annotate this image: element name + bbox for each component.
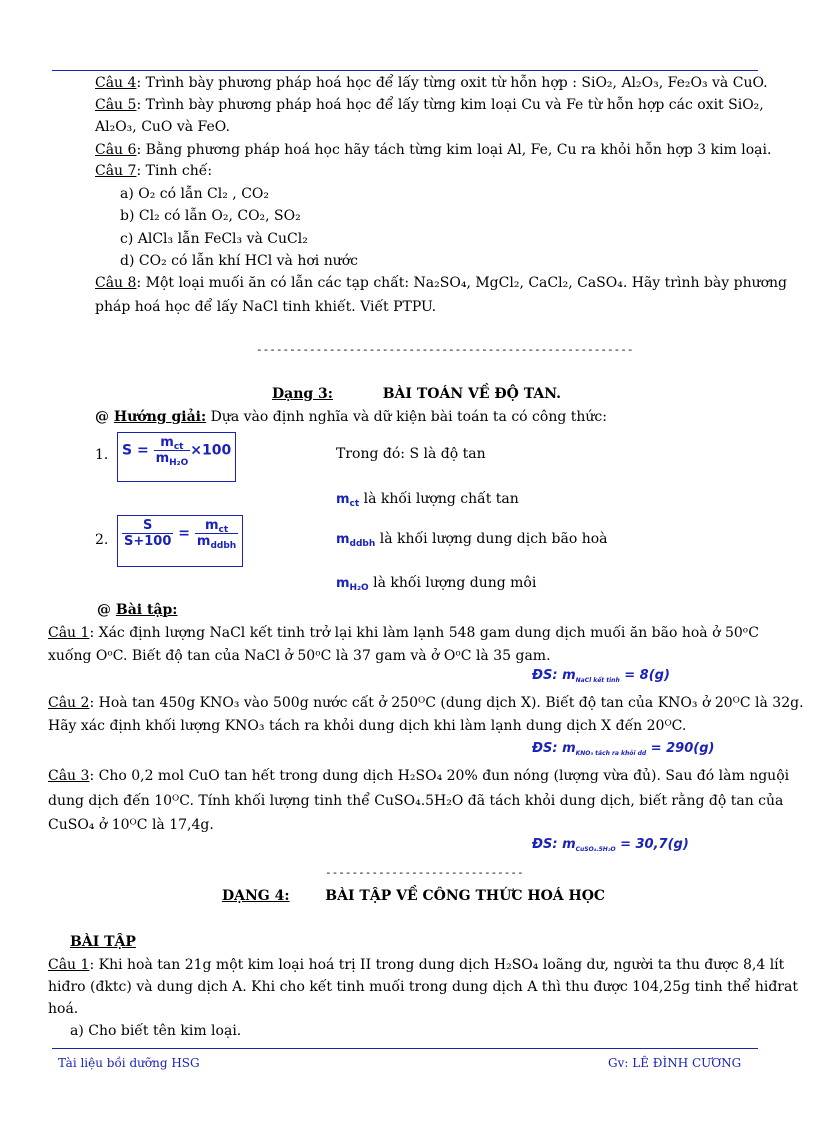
section-3-title: BÀI TOÁN VỀ ĐỘ TAN. (382, 386, 561, 402)
formula-2-right-num-sub: ct (218, 525, 229, 535)
formula-1-den-sub: H₂O (169, 458, 189, 468)
section-3-label: Dạng 3: (272, 386, 333, 402)
section-4-exercise-1-continued: hiđro (đktc) và dung dịch A. Khi cho kết tinh muối trong dung dịch A thì thu được 104,25g tinh thể hiđrat (48, 979, 798, 995)
exercise-2-answer-sub: KNO₃ tách ra khỏi dd (575, 750, 647, 757)
section-4-exercise-1 (48, 956, 784, 974)
exercise-2-answer-label: ĐS: (532, 741, 563, 756)
section-4-label: DẠNG 4: (222, 888, 290, 904)
formula-1-num-sub: ct (173, 442, 184, 452)
exercise-1-answer-m: m (562, 668, 576, 683)
formula-2-left-num: S (122, 518, 173, 534)
question-7-text: : Tinh chế: (136, 163, 213, 179)
definition-mddbh (336, 530, 607, 549)
question-5-text: : Trình bày phương pháp hoá học để lấy từng kim loại Cu và Fe từ hỗn hợp các oxit SiO₂, (136, 97, 764, 113)
exercise-3-answer-m: m (562, 837, 576, 852)
formula-2-right-den-m: m (196, 534, 211, 549)
guide-text: Dựa vào định nghĩa và dữ kiện bài toán ta có công thức: (206, 409, 607, 425)
mh2o-text: là khối lượng dung môi (368, 575, 537, 591)
question-7-item-c: c) AlCl₃ lẫn FeCl₃ và CuCl₂ (120, 231, 308, 247)
definition-mct (336, 490, 519, 509)
exercise-3-answer-value: = 30,7(g) (615, 837, 689, 852)
mct-text: là khối lượng chất tan (359, 491, 519, 507)
exercise-2-label: Câu 2 (48, 695, 90, 711)
formula-1-number: 1. (95, 447, 109, 463)
mct-sub: ct (349, 499, 360, 509)
exercise-1-label: Câu 1 (48, 625, 90, 641)
question-5 (95, 96, 764, 114)
section-3-heading (272, 386, 561, 402)
exercise-1 (48, 624, 759, 642)
mct-symbol: m (336, 492, 350, 507)
question-4 (95, 74, 768, 92)
exercise-3 (48, 767, 789, 785)
question-6-text: : Bằng phương pháp hoá học hãy tách từng kim loại Al, Fe, Cu ra khỏi hỗn hợp 3 kim loại. (136, 142, 772, 158)
mddbh-symbol: m (336, 532, 350, 547)
formula-1-lhs: S = (122, 442, 149, 459)
question-4-text: : Trình bày phương pháp hoá học để lấy từng oxit từ hỗn hợp : SiO₂, Al₂O₃, Fe₂O₃ và CuO. (136, 75, 768, 91)
question-8 (95, 274, 787, 292)
section-4-heading (222, 888, 605, 904)
footer-right: Gv: LÊ ĐÌNH CƯƠNG (608, 1056, 742, 1070)
formula-2-left-den: S+100 (124, 534, 172, 549)
mddbh-sub: ddbh (349, 539, 376, 549)
header-rule (52, 70, 758, 71)
exercise-3-answer (532, 837, 689, 852)
question-8-label: Câu 8 (95, 275, 137, 291)
section-4-exercise-1-part-a: a) Cho biết tên kim loại. (70, 1023, 242, 1039)
exercise-2-answer-m: m (562, 741, 576, 756)
question-8-continued: pháp hoá học để lấy NaCl tinh khiết. Viết PTPU. (95, 299, 437, 315)
formula-2-left-fraction (122, 518, 173, 549)
exercise-3-label: Câu 3 (48, 768, 90, 784)
mddbh-text: là khối lượng dung dịch bão hoà (375, 531, 608, 547)
question-7-item-d: d) CO₂ có lẫn khí HCl và hơi nước (120, 253, 359, 269)
question-7-item-a: a) O₂ có lẫn Cl₂ , CO₂ (120, 186, 269, 202)
question-6-label: Câu 6 (95, 142, 137, 158)
exercise-2 (48, 694, 804, 712)
exercise-3-continued: dung dịch đến 10ᴼC. Tính khối lượng tinh thể CuSO₄.5H₂O đã tách khỏi dung dịch, biết rằng độ tan của (48, 793, 784, 809)
section-4-exercise-1-continued-2: hoá. (48, 1001, 79, 1017)
formula-1-multiplier: ×100 (190, 442, 232, 459)
exercise-3-text: : Cho 0,2 mol CuO tan hết trong dung dịch H₂SO₄ 20% đun nóng (lượng vừa đủ). Sau đó làm nguội (89, 768, 790, 784)
exercise-1-answer (532, 668, 670, 683)
section-4-title: BÀI TẬP VỀ CÔNG THỨC HOÁ HỌC (325, 888, 606, 904)
exercise-1-answer-sub: NaCl kết tinh (575, 677, 620, 684)
exercise-1-text: : Xác định lượng NaCl kết tinh trở lại khi làm lạnh 548 gam dung dịch muối ăn bão hoà ở 50ᵒC (89, 625, 759, 641)
separator-2: ------------------------------ (325, 866, 524, 879)
formula-2-box: $\frac{S}{S+100}$ = $\frac{m_{ct}}{m_{ddbh}}$ (117, 515, 243, 567)
formula-1-box (117, 432, 236, 482)
question-5-continued: Al₂O₃, CuO và FeO. (95, 119, 230, 135)
question-5-label: Câu 5 (95, 97, 137, 113)
exercise-3-answer-sub: CuSO₄.5H₂O (575, 846, 616, 853)
definition-mh2o (336, 574, 536, 593)
exercise-3-continued-2: CuSO₄ ở 10ᴼC là 17,4g. (48, 817, 214, 833)
exercises-label: Bài tập: (115, 602, 178, 618)
mh2o-sub: H₂O (349, 583, 369, 593)
exercise-2-text: : Hoà tan 450g KNO₃ vào 500g nước cất ở 250ᴼC (dung dịch X). Biết độ tan của KNO₃ ở 20ᴼC là 32g. (89, 695, 804, 711)
section-4-exercise-1-text: : Khi hoà tan 21g một kim loại hoá trị II trong dung dịch H₂SO₄ loãng dư, người ta thu được 8,4 lít (89, 957, 785, 973)
question-8-text: : Một loại muối ăn có lẫn các tạp chất: Na₂SO₄, MgCl₂, CaCl₂, CaSO₄. Hãy trình bày phương (136, 275, 788, 291)
question-7 (95, 162, 212, 180)
exercise-2-continued: Hãy xác định khối lượng KNO₃ tách ra khỏi dung dịch khi làm lạnh dung dịch X đến 20ᴼC. (48, 718, 687, 734)
formula-1-den-m: m (155, 451, 170, 466)
formula-2-right-fraction (195, 518, 238, 549)
footer-rule (52, 1048, 758, 1049)
separator: --------------------------------------------------------- (256, 343, 634, 356)
formula-2-right-num-m: m (204, 518, 219, 533)
section-4-exercise-1-label: Câu 1 (48, 957, 90, 973)
exercise-2-answer-value: = 290(g) (646, 741, 715, 756)
question-4-label: Câu 4 (95, 75, 137, 91)
question-6 (95, 141, 771, 159)
formula-2-right-den-sub: ddbh (210, 541, 237, 551)
exercise-1-answer-label: ĐS: (532, 668, 563, 683)
exercises-at-symbol: @ (97, 602, 116, 618)
exercise-1-answer-value: = 8(g) (619, 668, 670, 683)
guide-label: Hướng giải: (113, 409, 207, 425)
definition-s: Trong đó: S là độ tan (336, 446, 486, 462)
formula-2-number: 2. (95, 532, 109, 548)
formula-1-fraction (154, 435, 191, 466)
guide-at-symbol: @ (95, 409, 114, 425)
solution-guide (95, 408, 607, 426)
exercise-3-answer-label: ĐS: (532, 837, 563, 852)
formula-1-num-m: m (160, 435, 174, 450)
exercise-1-continued: xuống OᵒC. Biết độ tan của NaCl ở 50ᵒC là 37 gam và ở OᵒC là 35 gam. (48, 648, 551, 664)
footer-left: Tài liệu bồi dưỡng HSG (58, 1056, 200, 1070)
question-7-item-b: b) Cl₂ có lẫn O₂, CO₂, SO₂ (120, 208, 301, 224)
exercise-2-answer (532, 741, 714, 756)
exercises-heading (97, 601, 177, 619)
exercises-heading-2: BÀI TẬP (70, 934, 136, 950)
mh2o-symbol: m (336, 576, 350, 591)
question-7-label: Câu 7 (95, 163, 137, 179)
